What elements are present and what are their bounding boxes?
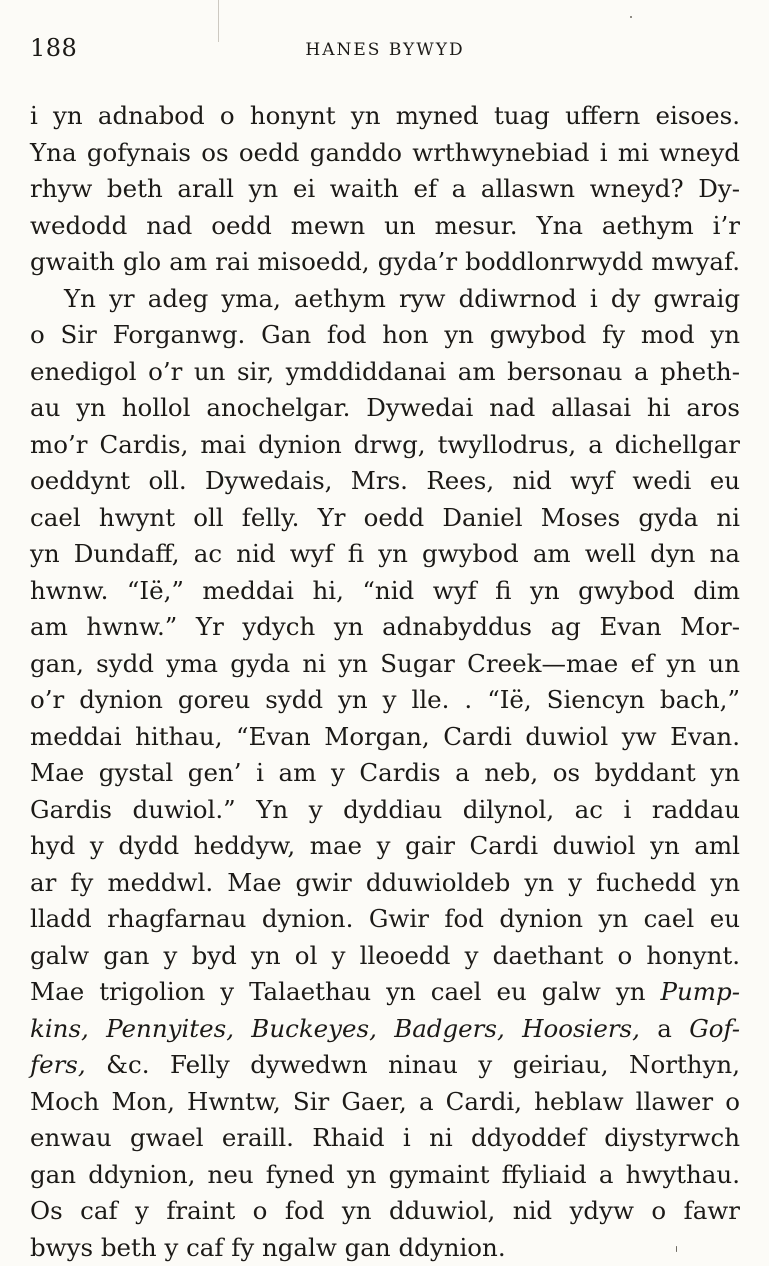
running-head (30, 34, 740, 68)
text-line: Moch Mon, Hwntw, Sir Gaer, a Cardi, heblaw llawer o (30, 1084, 740, 1121)
text-line: galw gan y byd yn ol y lleoedd y daethant o honynt. (30, 938, 740, 975)
text-line: lladd rhagfarnau dynion. Gwir fod dynion yn cael eu (30, 901, 740, 938)
italic-text: Pump- (661, 977, 740, 1006)
text-line: Mae gystal gen’ i am y Cardis a neb, os byddant yn (30, 755, 740, 792)
text-line: am hwnw.” Yr ydych yn adnabyddus ag Evan Mor- (30, 609, 740, 646)
running-title: HANES BYWYD (30, 40, 740, 60)
text-line: gan ddynion, neu fyned yn gymaint ffyliaid a hwythau. (30, 1157, 740, 1194)
text-line: Yna gofynais os oedd ganddo wrthwynebiad i mi wneyd (30, 135, 740, 172)
page-number: 188 (30, 34, 77, 62)
italic-text: fers, (30, 1050, 86, 1079)
text-line: hwnw. “Ië,” meddai hi, “nid wyf fi yn gwybod dim (30, 573, 740, 610)
paragraph-end-line: bwys beth y caf fy ngalw gan ddynion. (30, 1230, 740, 1266)
paper-speck (630, 16, 632, 18)
paper-speck (676, 1246, 677, 1252)
text-line: enwau gwael eraill. Rhaid i ni ddyoddef diystyrwch (30, 1120, 740, 1157)
italic-text: Gof- (689, 1014, 740, 1043)
text-line: wedodd nad oedd mewn un mesur. Yna aethym i’r (30, 208, 740, 245)
text-line: au yn hollol anochelgar. Dywedai nad allasai hi aros (30, 390, 740, 427)
text-line: o’r dynion goreu sydd yn y lle. . “Ië, Siencyn bach,” (30, 682, 740, 719)
text-line: meddai hithau, “Evan Morgan, Cardi duwiol yw Evan. (30, 719, 740, 756)
text-line: ar fy meddwl. Mae gwir dduwioldeb yn y fuchedd yn (30, 865, 740, 902)
text-line: oeddynt oll. Dywedais, Mrs. Rees, nid wyf wedi eu (30, 463, 740, 500)
text-line: fers, &c. Felly dywedwn ninau y geiriau, Northyn, (30, 1047, 740, 1084)
text-line: yn Dundaff, ac nid wyf fi yn gwybod am well dyn na (30, 536, 740, 573)
text-line: o Sir Forganwg. Gan fod hon yn gwybod fy mod yn (30, 317, 740, 354)
text-line: kins, Pennyites, Buckeyes, Badgers, Hoosiers, a Gof- (30, 1011, 740, 1048)
text-line: Gardis duwiol.” Yn y dyddiau dilynol, ac i raddau (30, 792, 740, 829)
text-line: gwaith glo am rai misoedd, gyda’r boddlonrwydd mwyaf. (30, 244, 740, 281)
text-line: gan, sydd yma gyda ni yn Sugar Creek—mae ef yn un (30, 646, 740, 683)
text-line: cael hwynt oll felly. Yr oedd Daniel Moses gyda ni (30, 500, 740, 537)
paragraph-start-line: Yn yr adeg yma, aethym ryw ddiwrnod i dy gwraig (30, 281, 740, 318)
text-line: Os caf y fraint o fod yn dduwiol, nid ydyw o fawr (30, 1193, 740, 1230)
text-line: hyd y dydd heddyw, mae y gair Cardi duwiol yn aml (30, 828, 740, 865)
text-line: i yn adnabod o honynt yn myned tuag uffern eisoes. (30, 98, 740, 135)
text-line: mo’r Cardis, mai dynion drwg, twyllodrus, a dichellgar (30, 427, 740, 464)
text-line: Mae trigolion y Talaethau yn cael eu galw yn Pump- (30, 974, 740, 1011)
body-text (30, 98, 740, 1266)
italic-text: kins, Pennyites, Buckeyes, Badgers, Hoosiers, (30, 1014, 640, 1043)
text-line: rhyw beth arall yn ei waith ef a allaswn wneyd? Dy- (30, 171, 740, 208)
text-line: enedigol o’r un sir, ymddiddanai am bersonau a pheth- (30, 354, 740, 391)
